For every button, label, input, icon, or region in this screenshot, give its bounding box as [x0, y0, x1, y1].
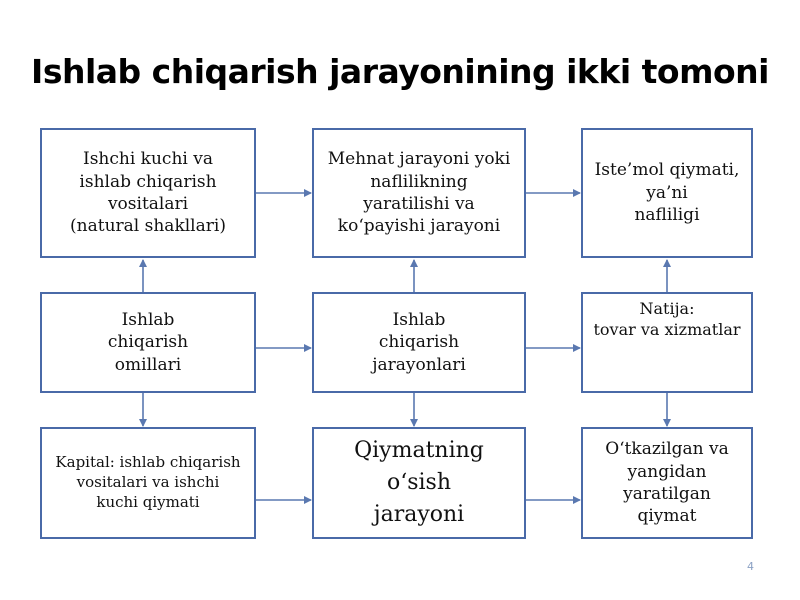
box-capital: [40, 427, 256, 539]
box-use-value: [581, 128, 753, 258]
box-labor-process-text: Mehnat jarayoni yoki naflilikning yaratilishi va ko‘payishi jarayoni: [327, 149, 511, 237]
slide-title: Ishlab chiqarish jarayonining ikki tomoni: [31, 52, 769, 91]
box-transferred-value: [581, 427, 753, 539]
box-production-factors: [40, 292, 256, 393]
box-result-text: Natija: tovar va xizmatlar: [593, 299, 741, 340]
box-production-processes: [312, 292, 526, 393]
box-labor-process: [312, 128, 526, 258]
box-production-processes-text: Ishlab chiqarish jarayonlari: [372, 309, 466, 375]
box-labor-and-means: [40, 128, 256, 258]
box-capital-text: Kapital: ishlab chiqarish vositalari va ishchi kuchi qiymati: [55, 453, 241, 511]
box-value-growth-text: Qiymatning o‘sish jarayoni: [354, 438, 484, 527]
page-number: 4: [747, 560, 754, 573]
box-labor-and-means-text: Ishchi kuchi va ishlab chiqarish vositalari (natural shakllari): [70, 149, 226, 237]
box-use-value-text: Iste’mol qiymati, ya’ni nafliligi: [594, 160, 740, 226]
box-production-factors-text: Ishlab chiqarish omillari: [107, 309, 189, 375]
box-transferred-value-text: O‘tkazilgan va yangidan yaratilgan qiymat: [605, 439, 729, 527]
box-result: [581, 292, 753, 393]
box-value-growth: [312, 427, 526, 539]
